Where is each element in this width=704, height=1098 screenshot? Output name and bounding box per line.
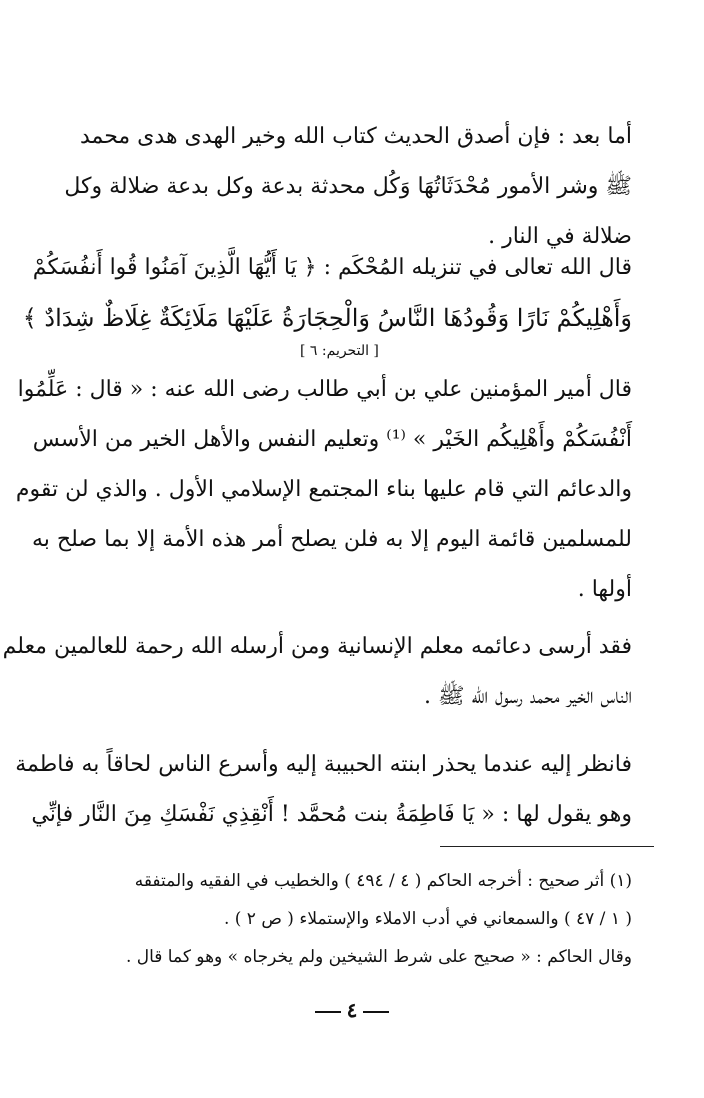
text-line: أَنْفُسَكُمْ وأَهْلِيكُم الخَيْر » ⁽¹⁾ وتعليم النفس والأهل الخير من الأسس: [32, 427, 632, 452]
text-line: قال أمير المؤمنين علي بن أبي طالب رضى الله عنه : « قال : عَلِّمُوا: [17, 377, 632, 402]
footnote-line: وقال الحاكم : « صحيح على شرط الشيخين ولم يخرجاه » وهو كما قال .: [125, 947, 632, 967]
dash-left: [315, 1011, 341, 1013]
text-line: ﷺ وشر الأمور مُحْدَثَاتُهَا وَكُل محدثة بدعة وكل بدعة ضلالة وكل: [64, 174, 632, 199]
text-line: أما بعد : فإن أصدق الحديث كتاب الله وخير الهدى هدى محمد: [79, 124, 632, 149]
text-line: ضلالة في النار .: [488, 224, 632, 249]
paragraph-fatima: [15, 740, 632, 840]
footnote-line: (١) أثر صحيح : أخرجه الحاكم ( ٤ / ٤٩٤ ) والخطيب في الفقيه والمتفقه: [134, 871, 632, 891]
quran-verse-line: وَأَهْلِيكُمْ نَارًا وَقُودُهَا النَّاسُ وَالْحِجَارَةُ عَلَيْهَا مَلَائِكَةٌ غِلَاظٌ شِدَادٌ ﴾: [22, 304, 632, 332]
text-line: للمسلمين قائمة اليوم إلا به فلن يصلح أمر هذه الأمة إلا بما صلح به: [32, 527, 632, 552]
footnote-divider: [440, 846, 654, 847]
text-line: أولها .: [577, 577, 632, 602]
verse-reference: [ التحريم: ٦ ]: [300, 343, 379, 359]
text-line: الناس الخير محمد رسول الله ﷺ .: [424, 684, 632, 709]
paragraph-hadith-ali: [15, 365, 632, 615]
paragraph-quran-verse: [22, 243, 632, 343]
page-number-value: ٤: [346, 998, 358, 1022]
text-line: فقد أرسى دعائمه معلم الإنسانية ومن أرسله الله رحمة للعالمين معلم: [2, 634, 632, 659]
footnote-line: ( ١ / ٤٧ ) والسمعاني في أدب الاملاء والإستملاء ( ص ٢ ) .: [223, 909, 632, 929]
paragraph-opening: [64, 112, 632, 262]
paragraph-teacher: [2, 622, 632, 722]
dash-right: [363, 1011, 389, 1013]
text-line: والدعائم التي قام عليها بناء المجتمع الإسلامي الأول . والذي لن تقوم: [15, 477, 632, 502]
footnote: [76, 862, 632, 976]
text-line: فانظر إليه عندما يحذر ابنته الحبيبة إليه وأسرع الناس لحاقاً به فاطمة: [15, 752, 632, 777]
text-line: وهو يقول لها : « يَا فَاطِمَةُ بنت مُحمَّد ! أَنْقِذِي نَفْسَكِ مِنَ النَّار فإنِّي: [31, 802, 632, 827]
text-line: قال الله تعالى في تنزيله المُحْكَم : ﴿ يَا أَيُّهَا الَّذِينَ آمَنُوا قُوا أَنفُسَكُمْ: [32, 255, 632, 280]
page-number: [0, 998, 704, 1022]
